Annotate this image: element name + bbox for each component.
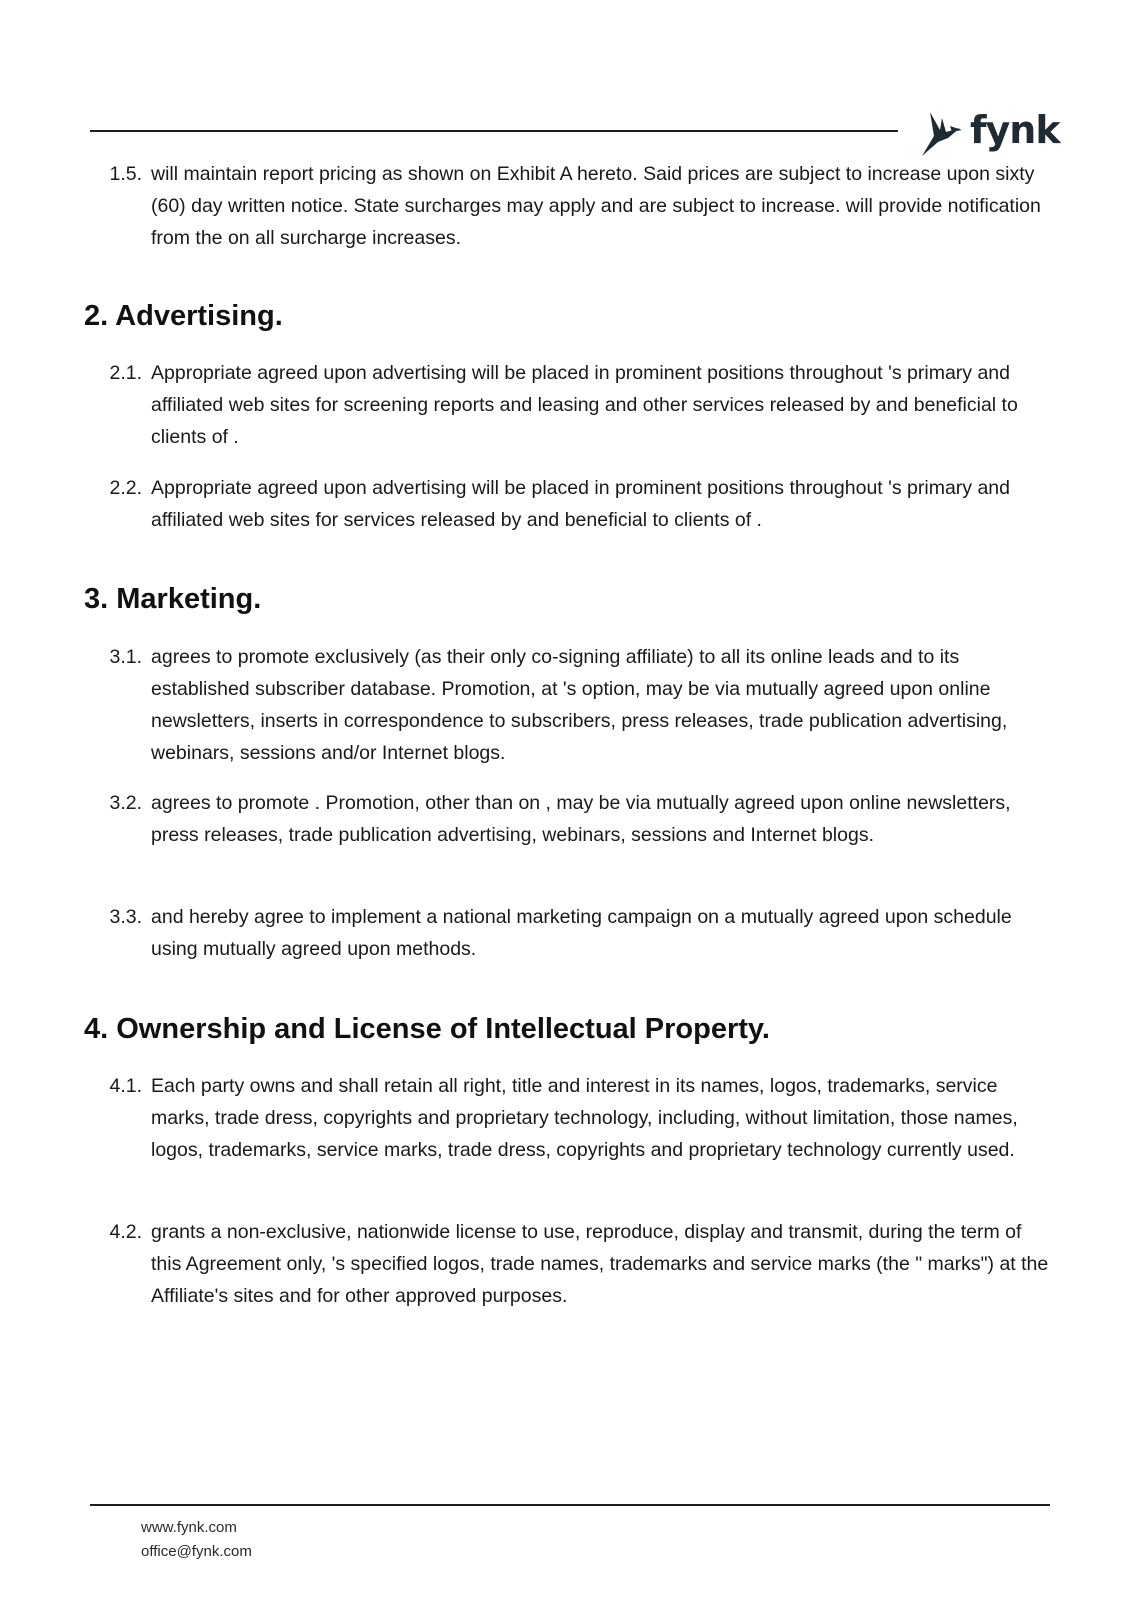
- clause-number: 3.2.: [109, 792, 142, 814]
- brand-logo: [920, 104, 1060, 160]
- clause-text: and hereby agree to implement a national marketing campaign on a mutually agreed upon schedule using mutually agreed upon methods.: [151, 906, 1012, 960]
- clause-number: 3.3.: [109, 906, 142, 928]
- clause-text: agrees to promote . Promotion, other than on , may be via mutually agreed upon online newsletters, press releases, trade publication advertising, webinars, sessions and Internet blogs.: [151, 792, 1011, 846]
- clause-number: 4.2.: [109, 1221, 142, 1243]
- footer-website[interactable]: www.fynk.com: [141, 1519, 237, 1536]
- header-rule: [90, 130, 898, 132]
- page-footer: [141, 1516, 252, 1564]
- footer-rule: [90, 1504, 1050, 1506]
- clause-number: 2.2.: [109, 477, 142, 499]
- clause-text: Appropriate agreed upon advertising will be placed in prominent positions throughout 's primary and affiliated web sites for screening reports and leasing and other services released by and beneficial to clients of .: [151, 362, 1018, 448]
- clause-text: Each party owns and shall retain all right, title and interest in its names, logos, trademarks, service marks, trade dress, copyrights and proprietary technology, including, without limitation, those names, logos, trademarks, service marks, trade dress, copyrights and proprietary technology currently used.: [151, 1075, 1018, 1161]
- fynk-bird-icon: [920, 106, 964, 158]
- section-heading-ownership: 4. Ownership and License of Intellectual Property.: [84, 1013, 770, 1045]
- clause-number: 1.5.: [109, 163, 142, 185]
- section-heading-marketing: 3. Marketing.: [84, 583, 262, 615]
- clause-number: 2.1.: [109, 362, 142, 384]
- clause-text: agrees to promote exclusively (as their only co-signing affiliate) to all its online leads and to its established subscriber database. Promotion, at 's option, may be via mutually agreed upon online newsletters, inserts in correspondence to subscribers, press releases, trade publication advertising, webinars, sessions and/or Internet blogs.: [151, 646, 1008, 764]
- logo-text: fynk: [970, 108, 1060, 152]
- clause-text: Appropriate agreed upon advertising will be placed in prominent positions throughout 's primary and affiliated web sites for services released by and beneficial to clients of .: [151, 477, 1010, 531]
- clause-text: grants a non-exclusive, nationwide license to use, reproduce, display and transmit, during the term of this Agreement only, 's specified logos, trade names, trademarks and service marks (the " marks") at the Affiliate's sites and for other approved purposes.: [151, 1221, 1049, 1307]
- clause-text: will maintain report pricing as shown on Exhibit A hereto. Said prices are subject to increase upon sixty (60) day written notice. State surcharges may apply and are subject to increase. will provide notification from the on all surcharge increases.: [151, 163, 1041, 249]
- section-heading-advertising: 2. Advertising.: [84, 300, 283, 332]
- clause-number: 3.1.: [109, 646, 142, 668]
- footer-email[interactable]: office@fynk.com: [141, 1543, 252, 1560]
- clause-number: 4.1.: [109, 1075, 142, 1097]
